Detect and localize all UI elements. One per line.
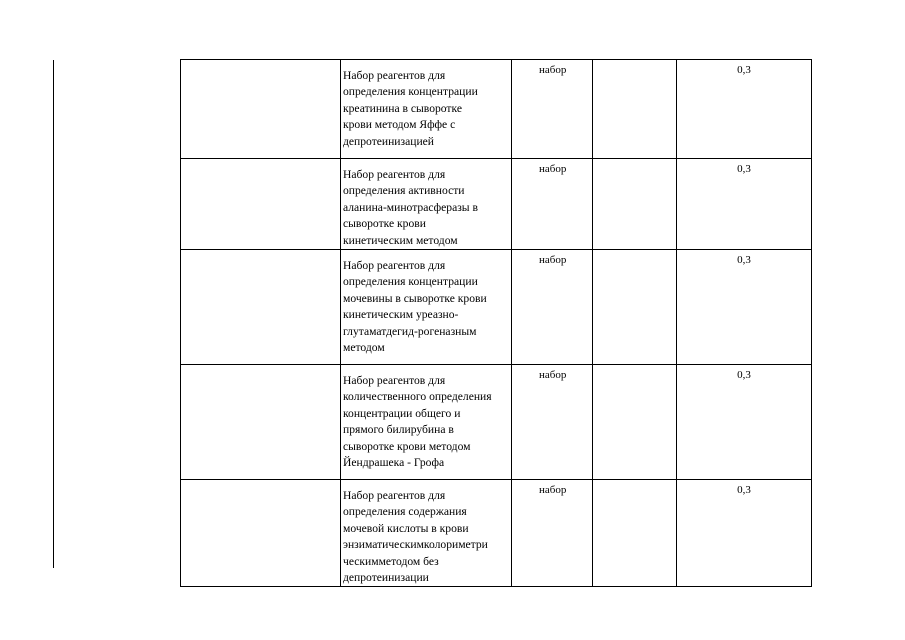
- quantity-cell: [677, 159, 812, 250]
- unit-text: набор: [539, 369, 567, 382]
- empty-cell: [181, 480, 341, 587]
- table-row: [181, 159, 812, 250]
- quantity-cell: [677, 480, 812, 587]
- quantity-text: 0,3: [737, 163, 751, 175]
- empty-cell: [593, 60, 677, 159]
- quantity-text: 0,3: [737, 254, 751, 267]
- unit-text: набор: [539, 484, 567, 497]
- empty-cell: [593, 480, 677, 587]
- quantity-cell: [677, 250, 812, 365]
- quantity-cell: [677, 60, 812, 159]
- unit-text: набор: [539, 163, 567, 175]
- table-row: [181, 480, 812, 587]
- reagent-name-cell: [341, 250, 512, 365]
- empty-cell: [181, 365, 341, 480]
- quantity-cell: [677, 365, 812, 480]
- reagent-name-cell: [341, 365, 512, 480]
- reagent-name-cell: [341, 159, 512, 250]
- unit-cell: [512, 480, 593, 587]
- reagents-table: [180, 59, 812, 587]
- empty-cell: [181, 60, 341, 159]
- empty-cell: [181, 250, 341, 365]
- unit-text: набор: [539, 64, 567, 76]
- table-row: [181, 60, 812, 159]
- reagent-name: Набор реагентов для определения концентрации креатинина в сыворотке крови методом Яффе с депротеинизацией: [343, 69, 478, 148]
- unit-cell: [512, 365, 593, 480]
- empty-cell: [593, 159, 677, 250]
- table-row: [181, 250, 812, 365]
- unit-cell: [512, 250, 593, 365]
- empty-cell: [181, 159, 341, 250]
- unit-text: набор: [539, 254, 567, 267]
- unit-cell: [512, 159, 593, 250]
- unit-cell: [512, 60, 593, 159]
- reagent-name-cell: [341, 480, 512, 587]
- quantity-text: 0,3: [737, 369, 751, 382]
- reagent-name: Набор реагентов для количественного определения концентрации общего и прямого билирубина в сыворотке крови методом Йендрашека - Грофа: [343, 374, 492, 470]
- page-margin-line: [53, 60, 54, 568]
- empty-cell: [593, 250, 677, 365]
- reagent-name-cell: [341, 60, 512, 159]
- table-row: [181, 365, 812, 480]
- reagent-name: Набор реагентов для определения содержания мочевой кислоты в крови энзиматическимколориметри ческимметодом без депротеинизации: [343, 489, 488, 585]
- quantity-text: 0,3: [737, 484, 751, 497]
- reagent-name: Набор реагентов для определения активности аланина-минотрасферазы в сыворотке крови кинетическим методом: [343, 168, 478, 247]
- empty-cell: [593, 365, 677, 480]
- reagent-name: Набор реагентов для определения концентрации мочевины в сыворотке крови кинетическим уреазно- глутаматдегид-рогеназным методом: [343, 259, 487, 355]
- quantity-text: 0,3: [737, 64, 751, 76]
